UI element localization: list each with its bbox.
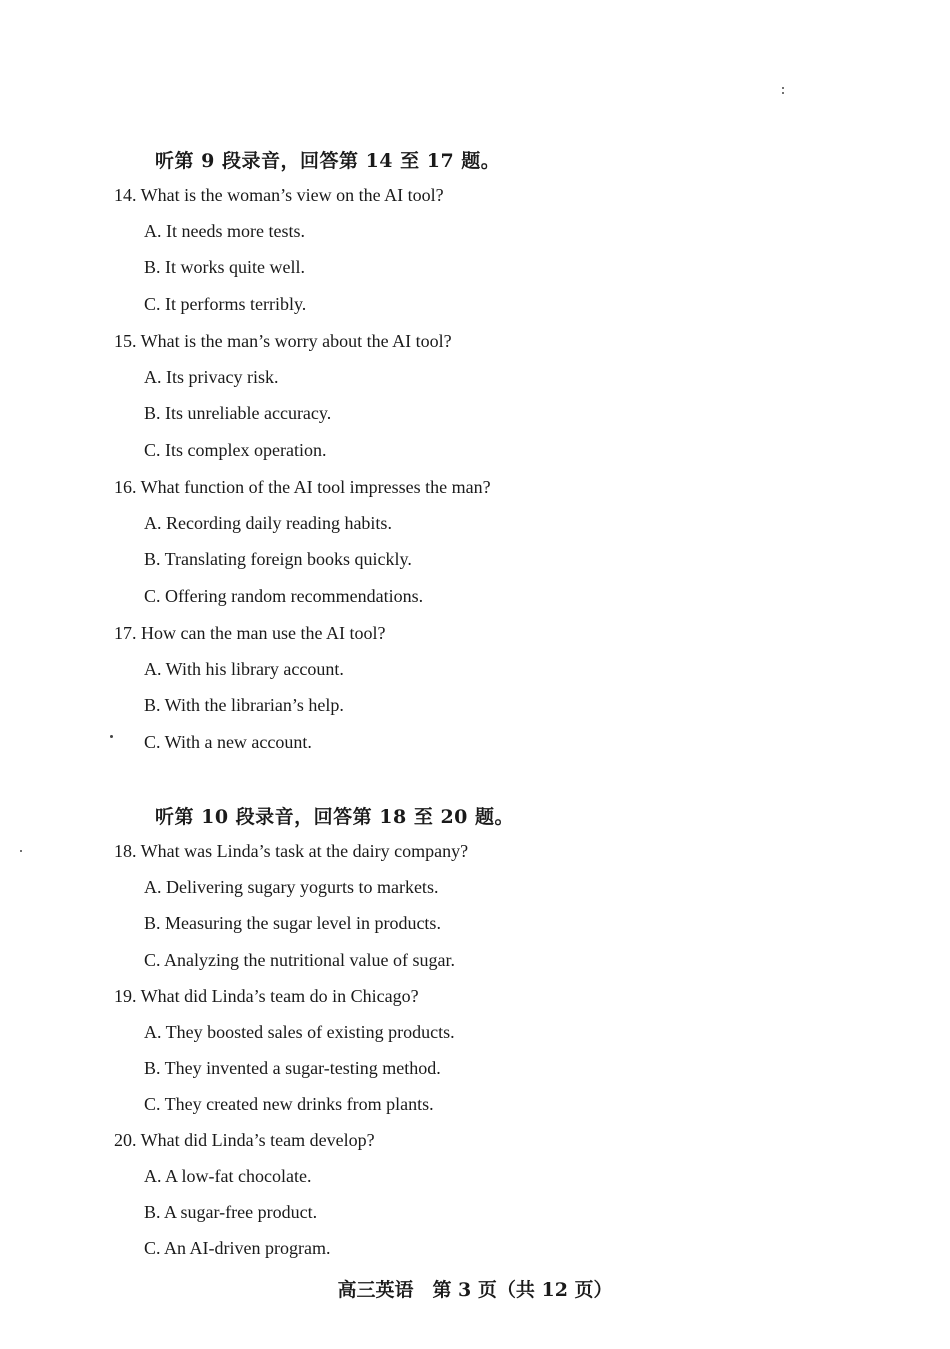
question-15-option-b: B. Its unreliable accuracy. [144,403,332,423]
scan-speck [110,735,113,738]
question-14: 14. What is the woman’s view on the AI tool? [114,185,444,205]
question-17: 17. How can the man use the AI tool? [114,623,386,643]
question-18-option-c: C. Analyzing the nutritional value of sugar. [144,950,455,970]
question-19-option-b: B. They invented a sugar-testing method. [144,1058,441,1078]
question-20-option-b: B. A sugar-free product. [144,1202,318,1222]
scan-speck [782,87,784,89]
question-17-option-b: B. With the librarian’s help. [144,695,344,715]
question-17-option-c: C. With a new account. [144,732,312,752]
question-14-option-a: A. It needs more tests. [144,221,305,241]
scan-speck [20,850,22,852]
question-18-option-a: A. Delivering sugary yogurts to markets. [144,877,439,897]
question-15-option-a: A. Its privacy risk. [144,367,279,387]
question-16-option-b: B. Translating foreign books quickly. [144,549,412,569]
question-15: 15. What is the man’s worry about the AI tool? [114,331,452,351]
section-heading-9: 听第 9 段录音，回答第 14 至 17 题。 [155,150,501,172]
question-16: 16. What function of the AI tool impresses the man? [114,477,491,497]
question-19: 19. What did Linda’s team do in Chicago? [114,986,419,1006]
page-footer: 高三英语 第 3 页（共 12 页） [337,1279,613,1301]
question-20-option-c: C. An AI-driven program. [144,1238,331,1258]
question-16-option-c: C. Offering random recommendations. [144,586,424,606]
section-heading-10: 听第 10 段录音，回答第 18 至 20 题。 [155,806,515,828]
question-20: 20. What did Linda’s team develop? [114,1130,375,1150]
question-20-option-a: A. A low-fat chocolate. [144,1166,312,1186]
question-19-option-a: A. They boosted sales of existing products. [144,1022,455,1042]
question-18-option-b: B. Measuring the sugar level in products. [144,913,441,933]
question-17-option-a: A. With his library account. [144,659,344,679]
question-16-option-a: A. Recording daily reading habits. [144,513,392,533]
question-19-option-c: C. They created new drinks from plants. [144,1094,434,1114]
question-18: 18. What was Linda’s task at the dairy company? [114,841,469,861]
question-15-option-c: C. Its complex operation. [144,440,327,460]
scan-speck [782,92,784,94]
question-14-option-b: B. It works quite well. [144,257,305,277]
question-14-option-c: C. It performs terribly. [144,294,307,314]
